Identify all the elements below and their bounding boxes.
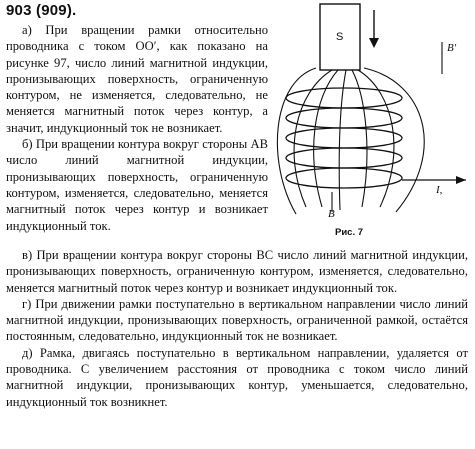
paragraph-g: г) При движении рамки поступательно в вертикальном направлении число линий магнитной индукции, пронизывающих поверхность, ограниченной рамкой, остаётся постоянным, следовательно, индукционный ток не возникает.: [6, 296, 468, 344]
magnet-field-diagram: [276, 2, 472, 248]
motion-arrow-head: [369, 38, 379, 48]
magnet-label: S: [336, 31, 344, 43]
figure-caption: Рис. 7: [335, 227, 364, 238]
field-lines: [277, 68, 424, 214]
label-b-prime: B′: [447, 42, 457, 54]
paragraph-v: в) При вращении контура вокруг стороны BC число линий магнитной индукции, пронизывающих поверхность, ограниченную контуром, изменяется, следовательно, меняется магнитный поток через контур и возникает индукционный ток.: [6, 248, 468, 295]
paragraph-b: б) При вращении контура вокруг стороны AB число линий магнитной индукции, пронизывающих поверхность, ограниченную контуром, изменяется, следовательно, меняется магнитный поток через контур и возникает индукционный ток.: [6, 137, 268, 233]
problem-number: 903 (909).: [6, 2, 77, 19]
paragraph-a: а) При вращении рамки относительно проводника с током OO′, как показано на рисунке 97, число линий магнитной индукции, пронизывающих поверхность, ограниченную контуром, не изменяется, следовательно, не меняется магнитный поток через контур, а значит, индукционный ток не возникает.: [6, 23, 268, 135]
figure-magnet-coil: [276, 2, 472, 248]
label-current: I,: [436, 184, 443, 196]
paragraph-d: д) Рамка, двигаясь поступательно в вертикальном направлении, удаляется от проводника. С увеличением расстояния от проводника с током число линий магнитной индукции, пронизывающих контур, уменьшается, следовательно, индукционный ток возникнет.: [6, 345, 468, 409]
label-b: B: [328, 208, 335, 220]
left-text-column: [6, 22, 268, 234]
bottom-text-block: [6, 247, 468, 410]
current-arrow-head: [456, 176, 466, 184]
